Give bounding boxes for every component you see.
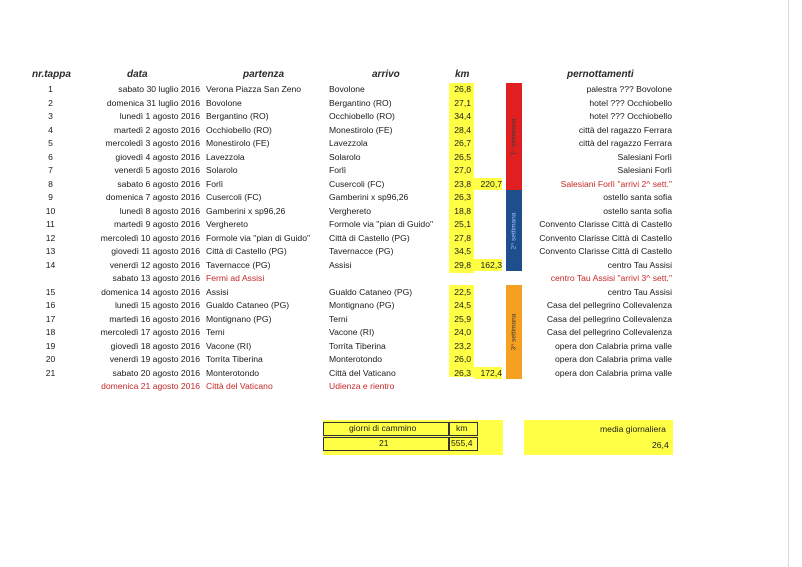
stage-number: 7 <box>48 165 53 175</box>
stage-km: 23,2 <box>454 340 471 351</box>
stage-km: 26,0 <box>454 354 471 364</box>
stage-number: 3 <box>48 111 53 121</box>
table-row <box>0 298 802 312</box>
stage-lodging: opera don Calabria prima valle <box>554 340 672 351</box>
stage-date: domenica 7 agosto 2016 <box>105 192 200 202</box>
stage-km: 27,8 <box>454 232 471 243</box>
stage-departure: Gualdo Cataneo (PG) <box>206 300 290 310</box>
stage-km: 34,5 <box>454 246 471 256</box>
stage-km: 26,7 <box>454 138 471 148</box>
stage-number: 1 <box>48 84 53 94</box>
summary-km-total: 555,4 <box>451 438 473 448</box>
stage-number: 18 <box>45 327 56 337</box>
stage-arrival: Bovolone <box>329 84 365 94</box>
week-total-km: 162,3 <box>480 259 502 270</box>
stage-date: sabato 6 agosto 2016 <box>117 178 200 189</box>
stage-km: 25,1 <box>454 219 471 229</box>
stage-date: venerdì 12 agosto 2016 <box>109 259 200 270</box>
stage-number: 17 <box>45 313 56 324</box>
stage-departure: Occhiobello (RO) <box>206 124 272 135</box>
stage-km: 28,4 <box>454 124 471 135</box>
stage-date: sabato 30 luglio 2016 <box>118 84 200 94</box>
stage-arrival: Montignano (PG) <box>329 300 395 310</box>
week-total-km: 220,7 <box>480 178 502 189</box>
stage-number: 14 <box>45 259 56 270</box>
stage-number: 19 <box>45 340 56 351</box>
table-row <box>0 109 802 123</box>
stage-number: 5 <box>48 138 53 148</box>
stage-number: 12 <box>45 232 56 243</box>
stage-lodging: centro Tau Assisi <box>607 259 672 270</box>
stage-km: 18,8 <box>454 205 471 216</box>
stage-number: 16 <box>45 300 56 310</box>
stage-date: venerdì 19 agosto 2016 <box>109 354 200 364</box>
stage-arrival: Forlì <box>329 165 347 175</box>
stage-arrival: Lavezzola <box>329 138 368 148</box>
stage-arrival: Città del Vaticano <box>329 367 396 378</box>
stage-arrival: Terni <box>329 313 348 324</box>
stage-date: mercoledì 17 agosto 2016 <box>100 327 200 337</box>
week3-label: 3^ settimana <box>510 313 518 351</box>
stage-lodging: opera don Calabria prima valle <box>554 367 672 378</box>
table-row <box>0 136 802 150</box>
table-row <box>0 339 802 353</box>
stage-lodging: Convento Clarisse Città di Castello <box>539 246 672 256</box>
stage-arrival: Monterotondo <box>329 354 383 364</box>
table-row <box>0 258 802 272</box>
stage-lodging: opera don Calabria prima valle <box>554 354 672 364</box>
stage-arrival: Formole via "pian di Guido" <box>329 219 434 229</box>
stage-lodging: città del ragazzo Ferrara <box>578 138 672 148</box>
header-lodging: pernottamenti <box>567 69 634 80</box>
stage-date: lunedì 8 agosto 2016 <box>119 205 200 216</box>
summary-km-label: km <box>456 423 468 433</box>
stage-arrival: Vacone (RI) <box>329 327 375 337</box>
stage-number: 13 <box>45 246 56 256</box>
stage-departure: Verghereto <box>206 219 249 229</box>
stage-departure: Gamberini x sp96,26 <box>206 205 286 216</box>
stage-arrival: Gualdo Cataneo (PG) <box>329 286 413 297</box>
stage-km: 23,8 <box>454 178 471 189</box>
stage-date: lunedì 15 agosto 2016 <box>114 300 200 310</box>
stage-arrival: Monestirolo (FE) <box>329 124 393 135</box>
stage-km: 27,0 <box>454 165 471 175</box>
stage-km: 34,4 <box>454 111 471 121</box>
table-row <box>0 379 802 393</box>
header-arrival: arrivo <box>372 69 400 80</box>
stage-arrival: Torrita Tiberina <box>329 340 386 351</box>
stage-departure: Montignano (PG) <box>206 313 272 324</box>
stage-date: giovedì 18 agosto 2016 <box>110 340 200 351</box>
stage-date: domenica 21 agosto 2016 <box>101 381 200 391</box>
header-date: data <box>127 69 148 80</box>
week-total-km: 172,4 <box>480 367 502 378</box>
header-stage: nr.tappa <box>32 69 71 80</box>
stage-lodging: Salesiani Forlì <box>617 151 672 162</box>
table-row <box>0 96 802 110</box>
stage-date: domenica 14 agosto 2016 <box>101 286 200 297</box>
stage-arrival: Bergantino (RO) <box>329 97 392 108</box>
stage-date: lunedì 1 agosto 2016 <box>119 111 200 121</box>
stage-departure: Bergantino (RO) <box>206 111 269 121</box>
stage-departure: Assisi <box>206 286 229 297</box>
stage-date: giovedì 11 agosto 2016 <box>111 246 200 256</box>
stage-lodging: Casa del pellegrino Collevalenza <box>546 300 672 310</box>
average-value: 26,4 <box>652 440 669 450</box>
table-row <box>0 190 802 204</box>
stage-number: 15 <box>45 286 56 297</box>
stage-km: 26,5 <box>454 151 471 162</box>
stage-km: 27,1 <box>454 97 471 108</box>
stage-departure: Città di Castello (PG) <box>206 246 287 256</box>
stage-lodging: Casa del pellegrino Collevalenza <box>546 327 672 337</box>
stage-date: venerdì 5 agosto 2016 <box>114 165 200 175</box>
stage-arrival: Città di Castello (PG) <box>329 232 410 243</box>
stage-km: 29,8 <box>454 259 471 270</box>
stage-departure: Fermi ad Assisi <box>206 273 265 283</box>
table-row <box>0 204 802 218</box>
table-row <box>0 244 802 258</box>
stage-arrival: Occhiobello (RO) <box>329 111 395 121</box>
stage-date: martedì 16 agosto 2016 <box>109 313 200 324</box>
stage-lodging: Convento Clarisse Città di Castello <box>539 232 672 243</box>
stage-lodging: ostello santa sofia <box>603 205 672 216</box>
stage-arrival: Gamberini x sp96,26 <box>329 192 409 202</box>
stage-date: domenica 31 luglio 2016 <box>106 97 200 108</box>
table-row <box>0 312 802 326</box>
stage-arrival: Assisi <box>329 259 352 270</box>
stage-departure: Vacone (RI) <box>206 340 252 351</box>
stage-lodging: Casa del pellegrino Collevalenza <box>546 313 672 324</box>
table-row <box>0 82 802 96</box>
stage-date: martedì 2 agosto 2016 <box>114 124 200 135</box>
stage-departure: Cusercoli (FC) <box>206 192 262 202</box>
table-row <box>0 123 802 137</box>
week2-label: 2^ settimana <box>510 212 518 249</box>
week1-label: 1^ settimana <box>510 118 518 155</box>
stage-departure: Solarolo <box>206 165 238 175</box>
stage-lodging: palestra ??? Bovolone <box>586 84 672 94</box>
summary-days-value: 21 <box>379 438 389 448</box>
stage-km: 22,5 <box>454 286 471 297</box>
stage-arrival: Udienza e rientro <box>329 381 395 391</box>
average-label: media giornaliera <box>600 424 666 434</box>
table-row <box>0 217 802 231</box>
stage-number: 9 <box>48 192 53 202</box>
stage-lodging: hotel ??? Occhiobello <box>589 111 672 121</box>
table-row <box>0 271 802 285</box>
stage-date: sabato 13 agosto 2016 <box>112 273 200 283</box>
stage-departure: Lavezzola <box>206 151 245 162</box>
stage-number: 21 <box>45 367 56 378</box>
table-row <box>0 352 802 366</box>
table-row <box>0 231 802 245</box>
stage-departure: Bovolone <box>206 97 242 108</box>
stage-departure: Formole via "pian di Guido" <box>206 232 311 243</box>
stage-number: 20 <box>45 354 56 364</box>
stage-departure: Forlì <box>206 178 224 189</box>
stage-number: 2 <box>48 97 53 108</box>
stage-date: giovedì 4 agosto 2016 <box>115 151 200 162</box>
stage-number: 10 <box>45 205 56 216</box>
stage-date: mercoledì 3 agosto 2016 <box>105 138 200 148</box>
stage-lodging: ostello santa sofia <box>603 192 672 202</box>
stage-km: 26,8 <box>454 84 471 94</box>
stage-arrival: Tavernacce (PG) <box>329 246 394 256</box>
header-departure: partenza <box>243 69 285 80</box>
page-edge-line <box>788 0 789 567</box>
stage-km: 24,5 <box>454 300 471 310</box>
summary-days-label: giorni di cammino <box>349 423 417 433</box>
table-row <box>0 285 802 299</box>
stage-departure: Monterotondo <box>206 367 260 378</box>
table-row <box>0 325 802 339</box>
table-row <box>0 366 802 380</box>
stage-arrival: Solarolo <box>329 151 361 162</box>
stage-departure: Monestirolo (FE) <box>206 138 270 148</box>
stage-km: 26,3 <box>454 367 471 378</box>
stage-lodging: città del ragazzo Ferrara <box>578 124 672 135</box>
stage-date: martedì 9 agosto 2016 <box>114 219 200 229</box>
table-row <box>0 163 802 177</box>
table-row <box>0 177 802 191</box>
stage-date: mercoledì 10 agosto 2016 <box>100 232 200 243</box>
stage-lodging: Salesiani Forlì <box>617 165 672 175</box>
stage-number: 6 <box>48 151 53 162</box>
stage-departure: Torrita Tiberina <box>206 354 263 364</box>
stage-number: 8 <box>48 178 53 189</box>
stage-departure: Città del Vaticano <box>206 381 273 391</box>
table-row <box>0 150 802 164</box>
stage-lodging: centro Tau Assisi <box>607 286 672 297</box>
stage-lodging: Convento Clarisse Città di Castello <box>539 219 672 229</box>
stage-km: 26,3 <box>454 192 471 202</box>
stage-lodging: hotel ??? Occhiobello <box>589 97 672 108</box>
stage-lodging: centro Tau Assisi "arrivi 3^ sett." <box>550 273 672 283</box>
stage-date: sabato 20 agosto 2016 <box>112 367 200 378</box>
stage-number: 11 <box>46 219 55 229</box>
stage-km: 24,0 <box>454 327 471 337</box>
stage-departure: Terni <box>206 327 225 337</box>
stage-departure: Verona Piazza San Zeno <box>206 84 302 94</box>
stage-arrival: Verghereto <box>329 205 372 216</box>
stage-number: 4 <box>48 124 53 135</box>
header-km: km <box>455 69 470 80</box>
stage-lodging: Salesiani Forlì "arrivi 2^ sett." <box>560 178 672 189</box>
stage-arrival: Cusercoli (FC) <box>329 178 385 189</box>
stage-km: 25,9 <box>454 313 471 324</box>
stage-departure: Tavernacce (PG) <box>206 259 271 270</box>
